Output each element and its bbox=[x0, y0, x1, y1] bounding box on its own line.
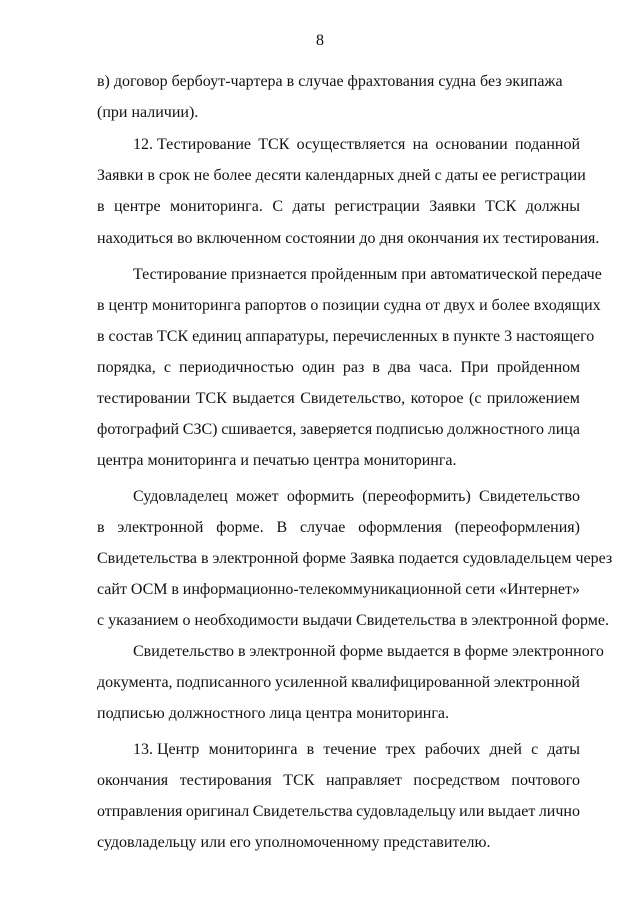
word: Свидетельства bbox=[252, 803, 353, 820]
word: в bbox=[97, 519, 105, 536]
word: случае bbox=[299, 519, 346, 536]
text-line bbox=[133, 487, 580, 507]
word: судовладельцу bbox=[356, 803, 456, 820]
text-line: в состав ТСК единиц аппаратуры, перечисленных в пункте 3 настоящего bbox=[97, 328, 595, 345]
word: порядка, bbox=[97, 359, 156, 376]
word: сети bbox=[465, 581, 496, 598]
word: даты bbox=[292, 198, 326, 215]
word: оформления bbox=[358, 519, 442, 536]
word: сайт bbox=[97, 581, 127, 598]
word: дней bbox=[489, 741, 522, 758]
word: выдает bbox=[487, 803, 536, 820]
text-line bbox=[97, 420, 580, 440]
word: (переоформить) bbox=[362, 488, 471, 505]
word: заверяется bbox=[300, 421, 373, 438]
word: может bbox=[235, 488, 279, 505]
word: поданной bbox=[514, 136, 580, 153]
word: на bbox=[412, 136, 429, 153]
word: Заявки bbox=[429, 198, 476, 215]
text-line: (при наличии). bbox=[97, 104, 199, 121]
word: (с bbox=[468, 390, 482, 407]
word: трех bbox=[385, 741, 416, 758]
text-line: в центр мониторинга рапортов о позиции судна от двух и более входящих bbox=[97, 297, 601, 314]
text-line bbox=[97, 580, 580, 600]
word: Свидетельство, bbox=[300, 390, 406, 407]
word: раз bbox=[342, 359, 365, 376]
word: в bbox=[306, 741, 315, 758]
text-line: с указанием о необходимости выдачи Свидетельства в электронной форме. bbox=[97, 612, 609, 629]
word: СЗС) bbox=[182, 421, 218, 438]
word: ТСК bbox=[195, 390, 227, 407]
text-line: Свидетельство в электронной форме выдается в форме электронного bbox=[133, 643, 604, 660]
text-line: подписью должностного лица центра мониторинга. bbox=[97, 705, 450, 722]
word: рабочих bbox=[424, 741, 481, 758]
word: электронной bbox=[117, 519, 204, 536]
word: оригинал bbox=[185, 803, 250, 820]
text-line bbox=[97, 518, 580, 538]
word: или bbox=[459, 803, 485, 820]
word: посредством bbox=[413, 772, 500, 789]
word: С bbox=[272, 198, 283, 215]
word: должностного bbox=[447, 421, 545, 438]
word: фотографий bbox=[97, 421, 180, 438]
text-line: судовладельцу или его уполномоченному представителю. bbox=[97, 834, 491, 851]
word: окончания bbox=[97, 772, 169, 789]
word: усиленной bbox=[274, 674, 348, 691]
word: основании bbox=[435, 136, 508, 153]
word: один bbox=[301, 359, 335, 376]
word: документа, bbox=[97, 674, 173, 691]
word: тестирования bbox=[179, 772, 272, 789]
word: электронной bbox=[493, 674, 580, 691]
text-line: Свидетельства в электронной форме Заявка подается судовладельцем через bbox=[97, 550, 613, 567]
word: в bbox=[372, 359, 380, 376]
word: центре bbox=[114, 198, 161, 215]
word: выдается bbox=[232, 390, 295, 407]
word: лица bbox=[547, 421, 580, 438]
word: направляет bbox=[325, 772, 402, 789]
word: с bbox=[163, 359, 171, 376]
word: сшивается, bbox=[221, 421, 297, 438]
text-line: Заявки в срок не более десяти календарных дней с даты ее регистрации bbox=[97, 167, 586, 184]
word: даты bbox=[547, 741, 580, 758]
text-line bbox=[133, 135, 580, 155]
word: периодичностью bbox=[179, 359, 294, 376]
word: 12. Тестирование bbox=[133, 136, 251, 153]
text-line bbox=[97, 802, 580, 822]
word: Судовладелец bbox=[133, 488, 228, 505]
word: должны bbox=[525, 198, 580, 215]
word: В bbox=[276, 519, 288, 536]
word: два bbox=[388, 359, 411, 376]
text-line bbox=[97, 197, 580, 217]
text-line: Тестирование признается пройденным при автоматической передаче bbox=[133, 266, 602, 283]
word: в bbox=[97, 198, 105, 215]
word: ТСК bbox=[258, 136, 290, 153]
text-line: центра мониторинга и печатью центра мониторинга. bbox=[97, 452, 457, 469]
word: 13. Центр bbox=[133, 741, 200, 758]
word: «Интернет» bbox=[499, 581, 580, 598]
text-line bbox=[97, 673, 580, 693]
word: оформить bbox=[286, 488, 355, 505]
word: осуществляется bbox=[296, 136, 406, 153]
word: отправления bbox=[97, 803, 183, 820]
text-line: в) договор бербоут-чартера в случае фрахтования судна без экипажа bbox=[97, 73, 563, 90]
word: При bbox=[460, 359, 489, 376]
word: мониторинга bbox=[208, 741, 298, 758]
word: часа. bbox=[418, 359, 453, 376]
text-line bbox=[133, 740, 580, 760]
word: Свидетельство bbox=[479, 488, 580, 505]
word: почтового bbox=[511, 772, 580, 789]
word: течение bbox=[323, 741, 377, 758]
word: с bbox=[531, 741, 539, 758]
word: в bbox=[171, 581, 179, 598]
word: квалифицированной bbox=[351, 674, 491, 691]
word: мониторинга. bbox=[170, 198, 263, 215]
word: лично bbox=[538, 803, 580, 820]
word: форме. bbox=[216, 519, 264, 536]
text-line: находиться во включенном состоянии до дня окончания их тестирования. bbox=[97, 230, 600, 247]
text-line bbox=[97, 771, 580, 791]
word: ТСК bbox=[485, 198, 517, 215]
text-line bbox=[97, 389, 580, 409]
page-number: 8 bbox=[316, 32, 324, 49]
word: информационно-телекоммуникационной bbox=[182, 581, 462, 598]
word: подписью bbox=[375, 421, 444, 438]
word: которое bbox=[410, 390, 464, 407]
word: подписанного bbox=[176, 674, 272, 691]
word: регистрации bbox=[334, 198, 420, 215]
text-line bbox=[97, 358, 580, 378]
word: ТСК bbox=[283, 772, 315, 789]
word: приложением bbox=[486, 390, 580, 407]
word: тестировании bbox=[97, 390, 191, 407]
word: (переоформления) bbox=[454, 519, 580, 536]
word: ОСМ bbox=[130, 581, 168, 598]
word: пройденном bbox=[496, 359, 580, 376]
